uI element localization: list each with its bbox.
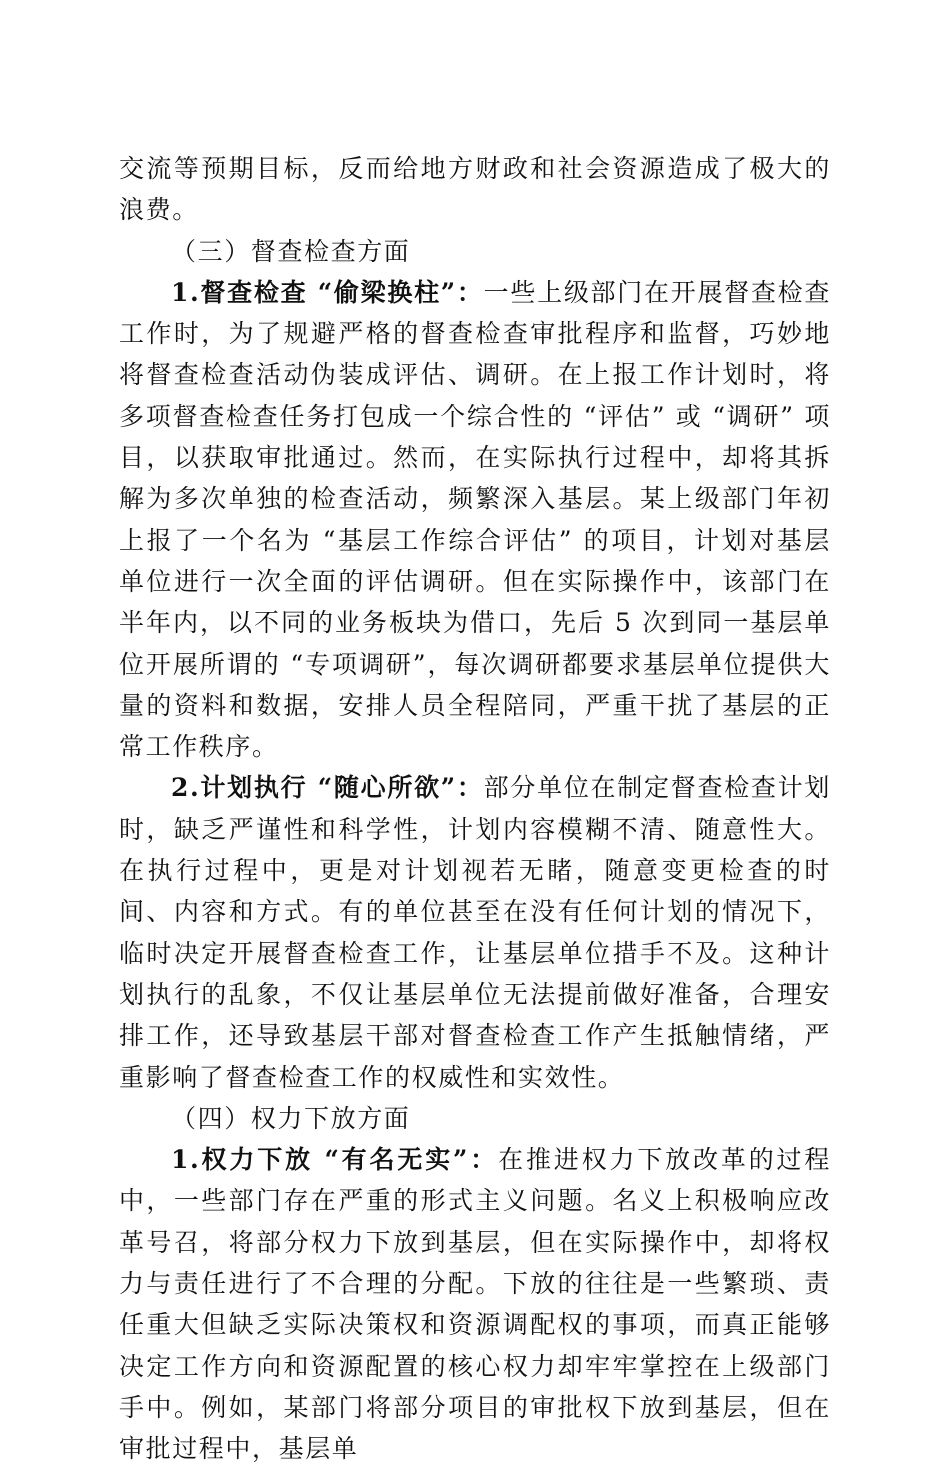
paragraph-continuation <box>119 148 831 231</box>
document-body <box>119 148 831 1470</box>
section-heading-decentralization <box>119 1098 831 1139</box>
paragraph-supervision-disguise <box>119 272 831 768</box>
paragraph-lead-bold: 1.督查检查 “偷梁换柱”： <box>171 277 484 307</box>
paragraph-lead-bold: 2.计划执行 “随心所欲”： <box>171 773 484 803</box>
paragraph-text: 在推进权力下放改革的过程中，一些部门存在严重的形式主义问题。名义上积极响应改革号召，将部分权力下放到基层，但在实际操作中，却将权力与责任进行了不合理的分配。下放的往往是一些繁琐、责任重大但缺乏实际决策权和资源调配权的事项，而真正能够决定工作方向和资源配置的核心权力却牢牢掌控在上级部门手中。例如，某部门将部分项目的审批权下放到基层，但在审批过程中，基层单 <box>119 1145 831 1464</box>
paragraph-text: 一些上级部门在开展督查检查工作时，为了规避严格的督查检查审批程序和监督，巧妙地将督查检查活动伪装成评估、调研。在上报工作计划时，将多项督查检查任务打包成一个综合性的 “评估” 或 “调研” 项目，以获取审批通过。然而，在实际执行过程中，却将其拆解为多次单独的检查活动，频繁深入基层。某上级部门年初上报了一个名为 “基层工作综合评估” 的项目，计划对基层单位进行一次全面的评估调研。但在实际操作中，该部门在半年内，以不同的业务板块为借口，先后 5 次到同一基层单位开展所谓的 “专项调研”，每次调研都要求基层单位提供大量的资料和数据，安排人员全程陪同，严重干扰了基层的正常工作秩序。 <box>119 277 831 762</box>
section-heading-text: （三）督查检查方面 <box>171 236 411 266</box>
section-heading-text: （四）权力下放方面 <box>171 1103 411 1133</box>
paragraph-decentralization-nominal <box>119 1139 831 1469</box>
paragraph-plan-execution <box>119 767 831 1097</box>
paragraph-lead-bold: 1.权力下放 “有名无实”： <box>171 1145 499 1175</box>
section-heading-supervision <box>119 231 831 272</box>
paragraph-text: 交流等预期目标，反而给地方财政和社会资源造成了极大的浪费。 <box>119 154 831 225</box>
paragraph-text: 部分单位在制定督查检查计划时，缺乏严谨性和科学性，计划内容模糊不清、随意性大。在执行过程中，更是对计划视若无睹，随意变更检查的时间、内容和方式。有的单位甚至在没有任何计划的情况下，临时决定开展督查检查工作，让基层单位措手不及。这种计划执行的乱象，不仅让基层单位无法提前做好准备，合理安排工作，还导致基层干部对督查检查工作产生抵触情绪，严重影响了督查检查工作的权威性和实效性。 <box>119 773 831 1092</box>
